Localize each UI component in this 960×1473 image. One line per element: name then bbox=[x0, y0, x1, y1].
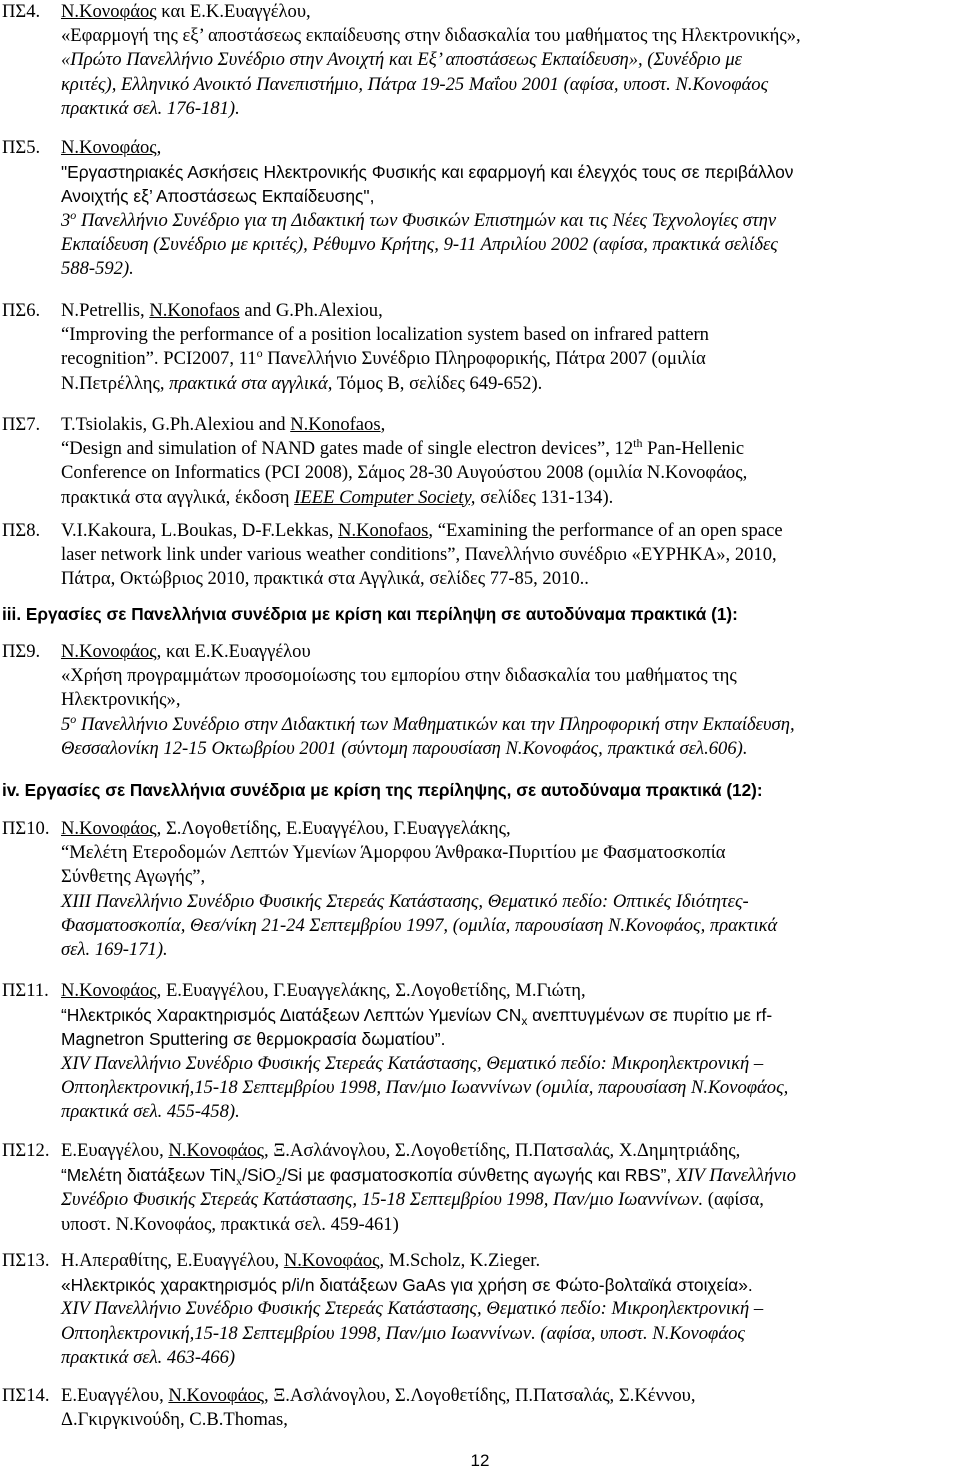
publication-ps12: ΠΣ12. Ε.Ευαγγέλου, Ν.Κονοφάος, Ξ.Ασλάνογλου, Σ.Λογοθετίδης, Π.Πατσαλάς, Χ.Δημητριάδης, “Μελέτη διατάξεων TiN$_x$/SiO$_2$/Si με φασματοσκοπία σύνθετης αγωγής και RBS”, XIV Πανελλήνιο Συνέδριο Φυσικής Στερεάς Κατάστασης, 15-18 Σεπτεμβρίου 1998, Παν/μιο Ιωαννίνων. (αφίσα, υποστ. Ν.Κονοφάος, πρακτικά σελ. 459-461) bbox=[0, 1139, 960, 1237]
entry-tag: ΠΣ9. bbox=[2, 641, 41, 662]
paper-title: “Improving the performance of a position localization system based on infrared pattern bbox=[61, 324, 709, 346]
conference-info: κριτές), Ελληνικό Ανοικτό Πανεπιστήμιο, Πάτρα 19-25 Μαΐου 2001 (αφίσα, υποστ. Ν.Κονοφάος bbox=[61, 73, 769, 95]
conference-info: $5^o$ Πανελλήνιο Συνέδριο στην Διδακτική των Μαθηματικών και την Πληροφορική στην Εκπαίδευση, bbox=[61, 711, 795, 735]
conference-info: Οπτοηλεκτρονική,15-18 Σεπτεμβρίου 1998, Παν/μιο Ιωαννίνων (ομιλία, παρουσίαση Ν.Κονοφάος, bbox=[61, 1076, 789, 1098]
author-highlight: N.Konofaos bbox=[290, 414, 381, 435]
conference-info: πρακτικά σελ. 455-458). bbox=[61, 1101, 240, 1123]
paper-title: «Ηλεκτρικός χαρακτηρισμός p/i/n διατάξεων GaAs για χρήση σε Φώτο-βολταϊκά στοιχεία». bbox=[61, 1275, 753, 1296]
paper-title: “Μελέτη Ετεροδομών Λεπτών Υμενίων Άμορφου Άνθρακα-Πυριτίου με Φασματοσκοπία bbox=[61, 842, 726, 864]
section-heading-iv: iv. Εργασίες σε Πανελλήνια συνέδρια με κρίση της περίληψης, σε αυτοδύναμα πρακτικά (12): bbox=[2, 780, 763, 800]
publication-ps4: ΠΣ4. Ν.Κονοφάος και Ε.Κ.Ευαγγέλου, «Εφαρμογή της εξ’ αποστάσεως εκπαίδευσης στην διδασκαλία του μαθήματος της Ηλεκτρονικής», «Πρώτο Πανελλήνιο Συνέδριο στην Ανοιχτή και Εξ’ αποστάσεως Εκπαίδευση», (Συνέδριο με κριτές), Ελληνικό Ανοικτό Πανεπιστήμιο, Πάτρα 19-25 Μαΐου 2001 (αφίσα, υποστ. Ν.Κονοφάος πρακτικά σελ. 176-181). bbox=[0, 0, 960, 121]
paper-title: «Εφαρμογή της εξ’ αποστάσεως εκπαίδευσης στην διδασκαλία του μαθήματος της Ηλεκτρονικής», bbox=[61, 25, 801, 47]
entry-tag: ΠΣ13. bbox=[2, 1250, 50, 1271]
author-highlight: N.Konofaos bbox=[338, 520, 429, 541]
author-highlight: Ν.Κονοφάος bbox=[61, 818, 157, 839]
entry-tag: ΠΣ10. bbox=[2, 818, 50, 839]
entry-tag: ΠΣ14. bbox=[2, 1385, 50, 1406]
paper-title: "Εργαστηριακές Ασκήσεις Ηλεκτρονικής Φυσικής και εφαρμογή και έλεγχός τους σε περιβάλλον bbox=[61, 162, 794, 183]
author-highlight: Ν.Κονοφάος bbox=[168, 1385, 265, 1406]
paper-title: «Χρήση προγραμμάτων προσομοίωσης του εμπορίου στην διδασκαλία του μαθήματος της bbox=[61, 665, 737, 687]
conference-info: Φασματοσκοπία, Θεσ/νίκη 21-24 Σεπτεμβρίου 1997, (ομιλία, παρουσίαση Ν.Κονοφάος, πρακτικά bbox=[61, 914, 778, 936]
entry-tag: ΠΣ5. bbox=[2, 137, 41, 158]
author-highlight: N.Konofaos bbox=[149, 300, 240, 321]
conference-info: υποστ. Ν.Κονοφάος, πρακτικά σελ. 459-461) bbox=[61, 1213, 399, 1235]
paper-title: “Design and simulation of NAND gates made of single electron devices”, 12th Pan-Hellenic bbox=[61, 436, 745, 460]
entry-tag: ΠΣ7. bbox=[2, 414, 41, 435]
author-highlight: Ν.Κονοφάος bbox=[61, 137, 157, 158]
section-heading-iii: iii. Εργασίες σε Πανελλήνια συνέδρια με κρίση και περίληψη σε αυτοδύναμα πρακτικά (1): bbox=[2, 604, 738, 624]
conference-info: σελ. 169-171). bbox=[61, 939, 168, 961]
entry-tag: ΠΣ8. bbox=[2, 520, 41, 541]
entry-tag: ΠΣ4. bbox=[2, 1, 41, 22]
conference-info: 588-592). bbox=[61, 258, 134, 280]
conference-info: Θεσσαλονίκη 12-15 Οκτωβρίου 2001 (σύντομη παρουσίαση Ν.Κονοφάος, πρακτικά σελ.606). bbox=[61, 737, 748, 759]
conference-info: πρακτικά σελ. 176-181). bbox=[61, 97, 240, 119]
conference-info: XIV Πανελλήνιο Συνέδριο Φυσικής Στερεάς Κατάστασης, Θεματικό πεδίο: Μικροηλεκτρονική – bbox=[61, 1052, 764, 1074]
conference-info: «Πρώτο Πανελλήνιο Συνέδριο στην Ανοιχτή και Εξ’ αποστάσεως Εκπαίδευση», (Συνέδριο με bbox=[61, 49, 742, 71]
conference-info: Εκπαίδευση (Συνέδριο με κριτές), Ρέθυμνο Κρήτης, 9-11 Απριλίου 2002 (αφίσα, πρακτικά σελίδες bbox=[61, 233, 778, 255]
page-number: 12 bbox=[470, 1451, 490, 1470]
author-highlight: Ν.Κονοφάος bbox=[61, 980, 157, 1001]
publication-ps14: ΠΣ14. Ε.Ευαγγέλου, Ν.Κονοφάος, Ξ.Ασλάνογλου, Σ.Λογοθετίδης, Π.Πατσαλάς, Σ.Κέννου, Δ.Γκιργκινούδη, C.B.Thomas, bbox=[2, 1385, 696, 1431]
conference-info: $3^o$ Πανελλήνιο Συνέδριο για τη Διδακτική των Φυσικών Επιστημών και τις Νέες Τεχνολογίες στην bbox=[61, 207, 777, 231]
publisher-name: IEEE Computer Society, bbox=[294, 486, 476, 508]
conference-info: Οπτοηλεκτρονική,15-18 Σεπτεμβρίου 1998, Παν/μιο Ιωαννίνων. (αφίσα, υποστ. Ν.Κονοφάος bbox=[61, 1322, 745, 1344]
publication-ps13: ΠΣ13. Η.Απεραθίτης, Ε.Ευαγγέλου, Ν.Κονοφάος, M.Scholz, K.Zieger. «Ηλεκτρικός χαρακτηρισμός p/i/n διατάξεων GaAs για χρήση σε Φώτο-βολταϊκά στοιχεία». XIV Πανελλήνιο Συνέδριο Φυσικής Στερεάς Κατάστασης, Θεματικό πεδίο: Μικροηλεκτρονική – Οπτοηλεκτρονική,15-18 Σεπτεμβρίου 1998, Παν/μιο Ιωαννίνων. (αφίσα, υποστ. Ν.Κονοφάος πρακτικά σελ. 463-466) bbox=[0, 1249, 960, 1370]
conference-info: ΧΙΙΙ Πανελλήνιο Συνέδριο Φυσικής Στερεάς Κατάστασης, Θεματικό πεδίο: Οπτικές Ιδιότητες- bbox=[61, 890, 749, 912]
publication-ps8: ΠΣ8. V.I.Kakoura, L.Boukas, D-F.Lekkas, N.Konofaos, “Examining the performance of an open space laser network link under various weather conditions”, Πανελλήνιο συνέδριο «ΕΥΡΗΚΑ», 2010, Πάτρα, Οκτώβριος 2010, πρακτικά στα Αγγλικά, σελίδες 77-85, 2010.. bbox=[2, 520, 783, 590]
entry-tag: ΠΣ12. bbox=[2, 1140, 50, 1161]
conference-info: Συνέδριο Φυσικής Στερεάς Κατάστασης, 15-18 Σεπτεμβρίου 1998, Παν/μιο Ιωαννίνων. (αφίσα, bbox=[61, 1189, 764, 1211]
author-highlight: Ν.Κονοφάος bbox=[61, 641, 157, 662]
paper-title: Ηλεκτρονικής», bbox=[61, 689, 181, 711]
publication-ps7: ΠΣ7. T.Tsiolakis, G.Ph.Alexiou and N.Konofaos, “Design and simulation of NAND gates made of single electron devices”, 12th Pan-Hellenic Conference on Informatics (PCI 2008), Σάμος 28-30 Αυγούστου 2008 (ομιλία Ν.Κονοφάος, πρακτικά στα αγγλικά, έκδοση IEEE Computer Society, σελίδες 131-134). bbox=[0, 413, 960, 510]
paper-title: Ανοιχτής εξ’ Αποστάσεως Εκπαίδευσης", bbox=[61, 186, 375, 207]
author-highlight: Ν.Κονοφάος bbox=[283, 1250, 380, 1271]
publication-ps10: ΠΣ10. Ν.Κονοφάος, Σ.Λογοθετίδης, Ε.Ευαγγέλου, Γ.Ευαγγελάκης, “Μελέτη Ετεροδομών Λεπτών Υμενίων Άμορφου Άνθρακα-Πυριτίου με Φασματοσκοπία Σύνθετης Αγωγής”, ΧΙΙΙ Πανελλήνιο Συνέδριο Φυσικής Στερεάς Κατάστασης, Θεματικό πεδίο: Οπτικές Ιδιότητες- Φασματοσκοπία, Θεσ/νίκη 21-24 Σεπτεμβρίου 1997, (ομιλία, παρουσίαση Ν.Κονοφάος, πρακτικά σελ. 169-171). bbox=[0, 817, 960, 962]
conference-info: XIV Πανελλήνιο Συνέδριο Φυσικής Στερεάς Κατάστασης, Θεματικό πεδίο: Μικροηλεκτρονική – bbox=[61, 1298, 764, 1320]
paper-title: Magnetron Sputtering σε θερμοκρασία δωματίου”. bbox=[61, 1029, 446, 1050]
publication-ps9: ΠΣ9. Ν.Κονοφάος, και Ε.Κ.Ευαγγέλου «Χρήση προγραμμάτων προσομοίωσης του εμπορίου στην διδασκαλία του μαθήματος της Ηλεκτρονικής», $5^o$ Πανελλήνιο Συνέδριο στην Διδακτική των Μαθηματικών και την Πληροφορική στην Εκπαίδευση, Θεσσαλονίκη 12-15 Οκτωβρίου 2001 (σύντομη παρουσίαση Ν.Κονοφάος, πρακτικά σελ.606). bbox=[0, 640, 960, 761]
conference-info: πρακτικά σελ. 463-466) bbox=[61, 1346, 236, 1368]
paper-title: Σύνθετης Αγωγής”, bbox=[61, 866, 206, 888]
paper-title: “Ηλεκτρικός Χαρακτηρισμός Διατάξεων Λεπτών Υμενίων $CN_x$ ανεπτυγμένων σε πυρίτιο με rf- bbox=[61, 1005, 773, 1029]
publication-ps5: ΠΣ5. Ν.Κονοφάος, "Εργαστηριακές Ασκήσεις Ηλεκτρονικής Φυσικής και εφαρμογή και έλεγχός τους σε περιβάλλον Ανοιχτής εξ’ Αποστάσεως Εκπαίδευσης", $3^o$ Πανελλήνιο Συνέδριο για τη Διδακτική των Φυσικών Επιστημών και τις Νέες Τεχνολογίες στην Εκπαίδευση (Συνέδριο με κριτές), Ρέθυμνο Κρήτης, 9-11 Απριλίου 2002 (αφίσα, πρακτικά σελίδες 588-592). bbox=[0, 136, 960, 281]
entry-tag: ΠΣ11. bbox=[2, 980, 49, 1001]
author-highlight: Ν.Κονοφάος bbox=[61, 1, 157, 22]
paper-title: “Μελέτη διατάξεων TiN$_x$/SiO$_2$/Si με φασματοσκοπία σύνθετης αγωγής και RBS”, XIV Πανελλήνιο bbox=[61, 1165, 797, 1189]
publication-ps6: ΠΣ6. N.Petrellis, N.Konofaos and G.Ph.Alexiou, “Improving the performance of a position localization system based on infrared pattern recognition”. PCI2007, $11^o$ Πανελλήνιο Συνέδριο Πληροφορικής, Πάτρα 2007 (ομιλία Ν.Πετρέλλης, πρακτικά στα αγγλικά, Τόμος Β, σελίδες 649-652). bbox=[0, 299, 960, 396]
publication-ps11: ΠΣ11. Ν.Κονοφάος, Ε.Ευαγγέλου, Γ.Ευαγγελάκης, Σ.Λογοθετίδης, Μ.Γιώτη, “Ηλεκτρικός Χαρακτηρισμός Διατάξεων Λεπτών Υμενίων $CN_x$ ανεπτυγμένων σε πυρίτιο με rf- Magnetron Sputtering σε θερμοκρασία δωματίου”. XIV Πανελλήνιο Συνέδριο Φυσικής Στερεάς Κατάστασης, Θεματικό πεδίο: Μικροηλεκτρονική – Οπτοηλεκτρονική,15-18 Σεπτεμβρίου 1998, Παν/μιο Ιωαννίνων (ομιλία, παρουσίαση Ν.Κονοφάος, πρακτικά σελ. 455-458). bbox=[0, 979, 960, 1124]
author-highlight: Ν.Κονοφάος bbox=[168, 1140, 265, 1161]
entry-tag: ΠΣ6. bbox=[2, 300, 41, 321]
